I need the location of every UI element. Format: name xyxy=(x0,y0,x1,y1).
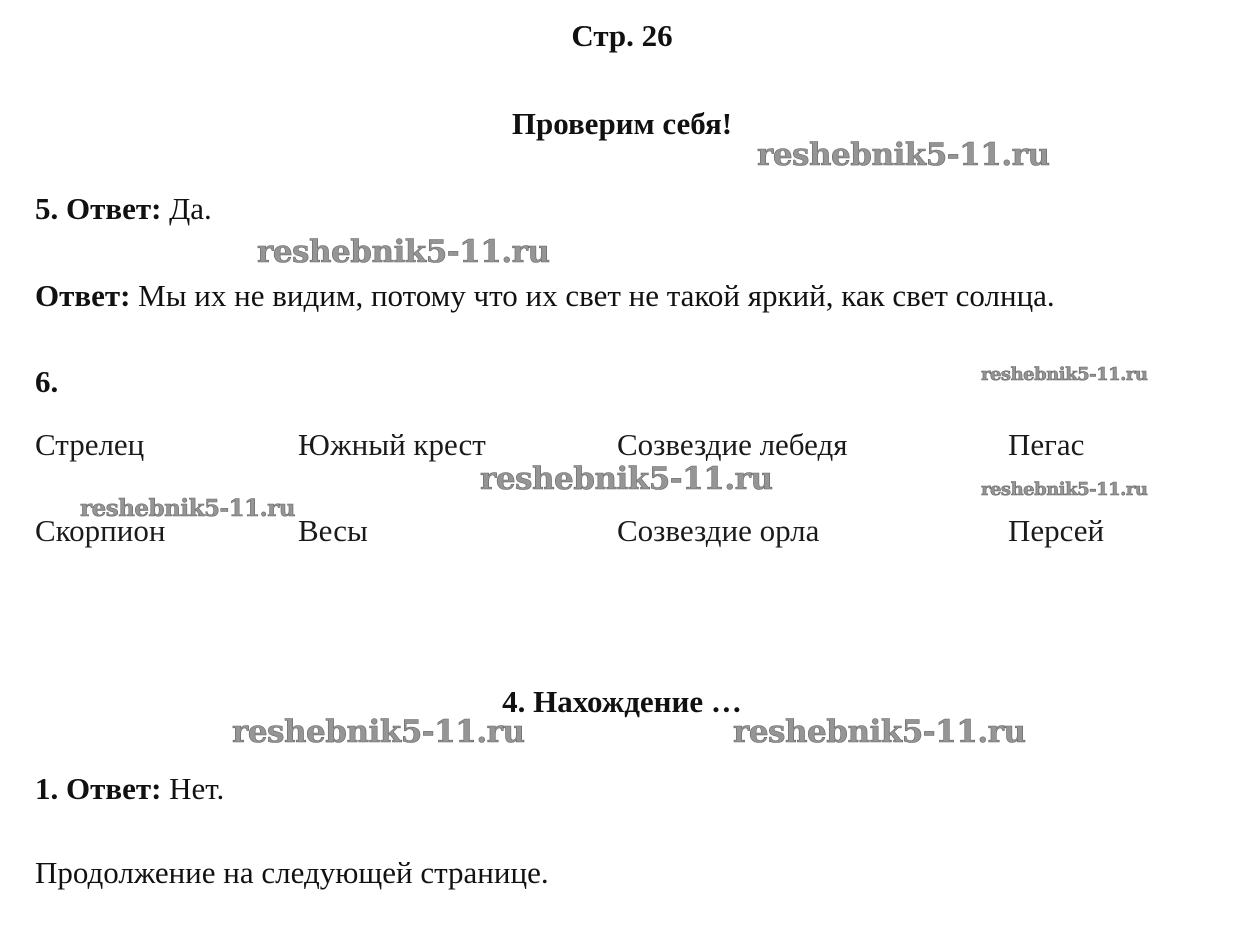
constellation-cell: Скорпион xyxy=(35,513,166,548)
watermark: reshebnik5-11.ru xyxy=(981,364,1148,385)
constellation-cell: Пегас xyxy=(1008,427,1085,462)
answer-text: Да. xyxy=(161,191,212,226)
watermark: reshebnik5-11.ru xyxy=(80,495,295,522)
section-heading: 4. Нахождение … xyxy=(502,684,742,719)
answer-label: 1. Ответ: xyxy=(35,771,162,806)
continuation-note: Продолжение на следующей странице. xyxy=(35,855,549,890)
constellation-cell: Южный крест xyxy=(298,427,486,462)
watermark: reshebnik5-11.ru xyxy=(757,137,1050,173)
watermark: reshebnik5-11.ru xyxy=(981,479,1148,500)
answer-1 xyxy=(35,773,224,804)
constellation-cell: Созвездие орла xyxy=(617,513,820,548)
page-title: Стр. 26 xyxy=(571,18,673,53)
watermark: reshebnik5-11.ru xyxy=(257,234,550,270)
watermark: reshebnik5-11.ru xyxy=(733,714,1026,750)
answer-label: 5. Ответ: xyxy=(35,191,162,226)
constellation-cell: Стрелец xyxy=(35,427,145,462)
section-heading: Проверим себя! xyxy=(511,106,733,141)
constellation-cell: Весы xyxy=(298,513,368,548)
answer-text: Мы их не видим, потому что их свет не такой яркий, как свет солнца. xyxy=(130,278,1055,313)
answer-label: Ответ: xyxy=(35,278,131,313)
answer-5 xyxy=(35,193,212,224)
constellation-cell: Персей xyxy=(1008,513,1105,548)
watermark: reshebnik5-11.ru xyxy=(480,461,773,497)
watermark: reshebnik5-11.ru xyxy=(232,714,525,750)
constellation-cell: Созвездие лебедя xyxy=(617,427,848,462)
answer-text: Нет. xyxy=(161,771,225,806)
answer-5-explanation xyxy=(35,280,1055,311)
task-number-6: 6. xyxy=(35,364,59,399)
